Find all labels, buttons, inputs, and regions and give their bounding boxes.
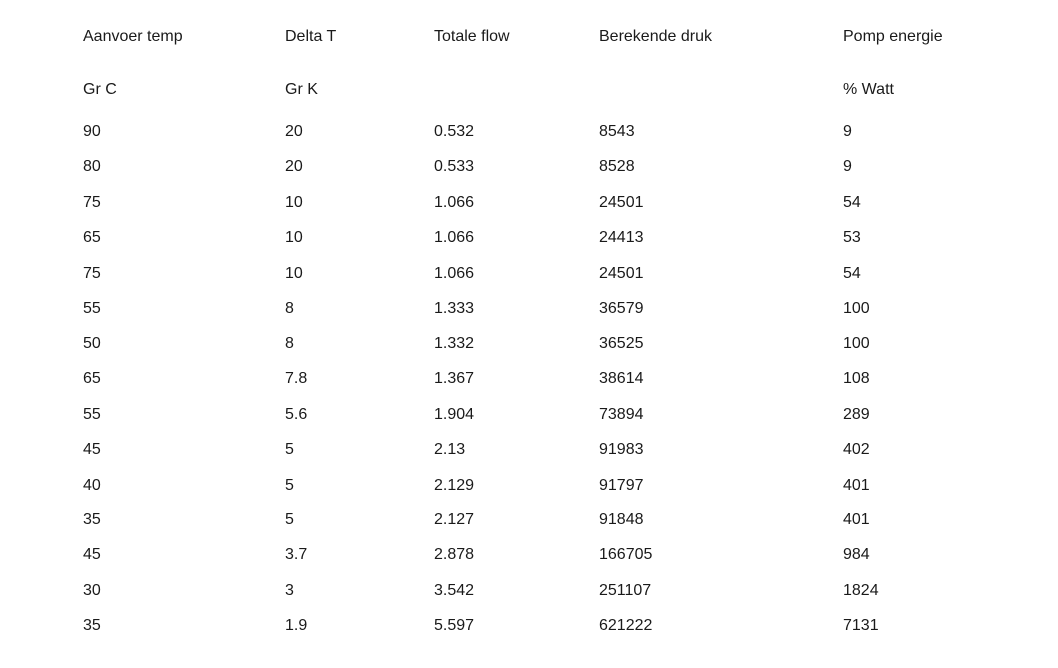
cell-pomp-energie: 289: [843, 406, 870, 423]
cell-totale-flow: 0.533: [434, 158, 475, 175]
header-aanvoer-temp: Aanvoer temp: [83, 28, 183, 45]
cell-aanvoer-temp: 75: [83, 265, 101, 282]
cell-totale-flow: 3.542: [434, 582, 475, 599]
cell-totale-flow: 1.332: [434, 335, 475, 352]
table-row: [83, 228, 1043, 263]
cell-berekende-druk: 166705: [599, 546, 653, 563]
cell-berekende-druk: 24501: [599, 265, 644, 282]
table-row: [83, 193, 1043, 228]
cell-berekende-druk: 24413: [599, 229, 644, 246]
unit-aanvoer-temp: Gr C: [83, 81, 117, 98]
cell-berekende-druk: 24501: [599, 194, 644, 211]
cell-delta-t: 20: [285, 158, 303, 175]
cell-delta-t: 3.7: [285, 546, 308, 563]
cell-delta-t: 5: [285, 441, 294, 458]
cell-delta-t: 5.6: [285, 406, 308, 423]
cell-totale-flow: 2.127: [434, 511, 475, 528]
cell-berekende-druk: 621222: [599, 617, 653, 634]
cell-berekende-druk: 36525: [599, 335, 644, 352]
cell-delta-t: 10: [285, 265, 303, 282]
cell-berekende-druk: 8543: [599, 123, 635, 140]
cell-aanvoer-temp: 50: [83, 335, 101, 352]
cell-berekende-druk: 36579: [599, 300, 644, 317]
cell-aanvoer-temp: 45: [83, 441, 101, 458]
header-delta-t: Delta T: [285, 28, 337, 45]
table-row: [83, 616, 1043, 651]
cell-aanvoer-temp: 55: [83, 406, 101, 423]
cell-pomp-energie: 108: [843, 370, 870, 387]
cell-pomp-energie: 100: [843, 335, 870, 352]
cell-pomp-energie: 100: [843, 300, 870, 317]
table-row: [83, 369, 1043, 404]
cell-delta-t: 8: [285, 300, 294, 317]
cell-aanvoer-temp: 55: [83, 300, 101, 317]
cell-pomp-energie: 53: [843, 229, 861, 246]
cell-delta-t: 10: [285, 194, 303, 211]
cell-pomp-energie: 401: [843, 477, 870, 494]
cell-delta-t: 3: [285, 582, 294, 599]
cell-aanvoer-temp: 40: [83, 477, 101, 494]
cell-aanvoer-temp: 80: [83, 158, 101, 175]
cell-delta-t: 7.8: [285, 370, 308, 387]
cell-pomp-energie: 1824: [843, 582, 879, 599]
cell-pomp-energie: 54: [843, 265, 861, 282]
table-row: [83, 334, 1043, 369]
header-totale-flow: Totale flow: [434, 28, 510, 45]
table-row: [83, 299, 1043, 334]
table-row: [83, 545, 1043, 580]
cell-totale-flow: 5.597: [434, 617, 475, 634]
cell-totale-flow: 1.333: [434, 300, 475, 317]
cell-aanvoer-temp: 65: [83, 370, 101, 387]
cell-totale-flow: 1.066: [434, 194, 475, 211]
header-berekende-druk: Berekende druk: [599, 28, 712, 45]
cell-aanvoer-temp: 30: [83, 582, 101, 599]
cell-delta-t: 5: [285, 477, 294, 494]
cell-pomp-energie: 984: [843, 546, 870, 563]
table-row: [83, 440, 1043, 475]
table-row: [83, 581, 1043, 616]
table-row: [83, 157, 1043, 192]
cell-pomp-energie: 54: [843, 194, 861, 211]
cell-delta-t: 1.9: [285, 617, 308, 634]
cell-delta-t: 20: [285, 123, 303, 140]
table-units-row: [83, 80, 1043, 102]
cell-berekende-druk: 38614: [599, 370, 644, 387]
cell-berekende-druk: 91848: [599, 511, 644, 528]
cell-totale-flow: 2.878: [434, 546, 475, 563]
cell-totale-flow: 1.367: [434, 370, 475, 387]
cell-pomp-energie: 9: [843, 123, 852, 140]
cell-delta-t: 10: [285, 229, 303, 246]
cell-berekende-druk: 8528: [599, 158, 635, 175]
cell-delta-t: 8: [285, 335, 294, 352]
cell-pomp-energie: 402: [843, 441, 870, 458]
cell-pomp-energie: 7131: [843, 617, 879, 634]
cell-totale-flow: 1.904: [434, 406, 475, 423]
header-pomp-energie: Pomp energie: [843, 28, 943, 45]
cell-berekende-druk: 91983: [599, 441, 644, 458]
cell-berekende-druk: 251107: [599, 582, 652, 599]
cell-aanvoer-temp: 35: [83, 617, 101, 634]
table-row: [83, 510, 1043, 545]
cell-aanvoer-temp: 45: [83, 546, 101, 563]
cell-pomp-energie: 9: [843, 158, 852, 175]
unit-delta-t: Gr K: [285, 81, 318, 98]
cell-totale-flow: 1.066: [434, 229, 475, 246]
table-row: [83, 122, 1043, 157]
cell-aanvoer-temp: 35: [83, 511, 101, 528]
cell-totale-flow: 0.532: [434, 123, 475, 140]
cell-berekende-druk: 73894: [599, 406, 644, 423]
table-row: [83, 264, 1043, 299]
cell-aanvoer-temp: 65: [83, 229, 101, 246]
cell-aanvoer-temp: 90: [83, 123, 101, 140]
cell-pomp-energie: 401: [843, 511, 870, 528]
table-header-row: [83, 27, 1043, 49]
table-row: [83, 405, 1043, 440]
cell-totale-flow: 2.13: [434, 441, 466, 458]
cell-delta-t: 5: [285, 511, 294, 528]
cell-totale-flow: 1.066: [434, 265, 475, 282]
table-row: [83, 476, 1043, 511]
unit-pomp-energie: % Watt: [843, 81, 894, 98]
cell-totale-flow: 2.129: [434, 477, 475, 494]
cell-berekende-druk: 91797: [599, 477, 644, 494]
cell-aanvoer-temp: 75: [83, 194, 101, 211]
